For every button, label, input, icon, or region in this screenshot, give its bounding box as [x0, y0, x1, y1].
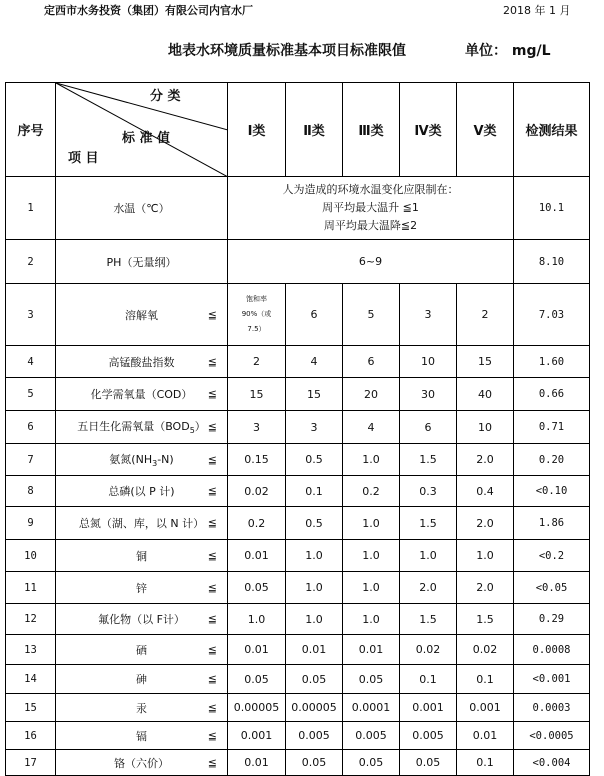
row-number: 5 [6, 378, 56, 411]
test-result: 0.66 [514, 378, 590, 411]
lte-symbol: ≦ [207, 387, 217, 401]
parameter-name-text: 硒 [136, 643, 147, 657]
parameter-name-text: 五日生化需氧量（BOD [77, 420, 190, 434]
class-4-limit: 30 [400, 378, 457, 411]
lte-symbol: ≦ [207, 701, 217, 714]
class-5-limit: 2.0 [457, 444, 514, 476]
lte-symbol: ≦ [207, 612, 217, 626]
table-row [6, 411, 590, 444]
class-5-limit: 0.02 [457, 635, 514, 665]
parameter-name [56, 694, 228, 722]
table-row [6, 444, 590, 476]
row-number: 11 [6, 572, 56, 604]
class-4-limit: 3 [400, 284, 457, 346]
class-3-limit: 1.0 [343, 507, 400, 540]
row-number: 2 [6, 240, 56, 284]
class-1-limit: 15 [228, 378, 286, 411]
merged-limit-line: 人为造成的环境水温变化应限制在： [282, 183, 459, 196]
table-row [6, 665, 590, 694]
class-2-limit: 15 [286, 378, 343, 411]
parameter-name [56, 346, 228, 378]
class-4-limit: 6 [400, 411, 457, 444]
test-result: <0.004 [514, 750, 590, 776]
class-1-limit: 0.01 [228, 635, 286, 665]
class-4-limit: 0.3 [400, 476, 457, 507]
class-2-limit: 0.005 [286, 722, 343, 750]
class-3-limit: 0.2 [343, 476, 400, 507]
merged-limit-line: 周平均最大温升 ≦1 [322, 201, 419, 214]
header-class-3: Ⅲ类 [343, 83, 400, 177]
class-4-limit: 0.005 [400, 722, 457, 750]
table-row [6, 378, 590, 411]
table-row [6, 284, 590, 346]
class-2-limit: 0.5 [286, 444, 343, 476]
header-category: 分 类 [150, 89, 181, 104]
test-result: 1.60 [514, 346, 590, 378]
class-3-limit: 4 [343, 411, 400, 444]
lte-symbol: ≦ [207, 643, 217, 656]
merged-limit-cell [228, 177, 514, 240]
lte-symbol: ≦ [207, 516, 217, 530]
table-row [6, 572, 590, 604]
parameter-subscript: 3 [152, 459, 158, 469]
class-3-limit: 20 [343, 378, 400, 411]
class-1-limit: 1.0 [228, 604, 286, 635]
class-4-limit: 1.5 [400, 604, 457, 635]
row-number: 10 [6, 540, 56, 572]
table-row [6, 346, 590, 378]
class-2-limit: 0.00005 [286, 694, 343, 722]
merged-limit-cell [228, 240, 514, 284]
class-4-limit: 1.5 [400, 507, 457, 540]
class-1-limit: 2 [228, 346, 286, 378]
parameter-name-text: PH（无量纲） [106, 255, 177, 269]
class-5-limit: 40 [457, 378, 514, 411]
class-3-limit: 5 [343, 284, 400, 346]
parameter-name-text: 氨氮(NH [109, 452, 153, 466]
test-result: 0.20 [514, 444, 590, 476]
class-1-limit [228, 284, 286, 346]
header-diagonal-cell [56, 83, 228, 177]
parameter-name [56, 284, 228, 346]
class-1-limit: 0.00005 [228, 694, 286, 722]
row-number: 15 [6, 694, 56, 722]
lte-symbol: ≦ [207, 729, 217, 742]
test-result: 7.03 [514, 284, 590, 346]
merged-limit-line: 周平均最大温降≦2 [323, 219, 418, 232]
parameter-name [56, 604, 228, 635]
parameter-name [56, 635, 228, 665]
parameter-name [56, 177, 228, 240]
header-class-4: Ⅳ类 [400, 83, 457, 177]
parameter-name [56, 507, 228, 540]
parameter-name [56, 722, 228, 750]
class-1-note-line: 7.5） [247, 325, 266, 333]
row-number: 14 [6, 665, 56, 694]
table-row [6, 507, 590, 540]
header-class-2: Ⅱ类 [286, 83, 343, 177]
class-2-limit: 0.01 [286, 635, 343, 665]
merged-limit-line: 6~9 [358, 254, 383, 268]
header-class-5: Ⅴ类 [457, 83, 514, 177]
parameter-name-text: 化学需氧量（COD） [90, 388, 193, 401]
class-2-limit: 0.05 [286, 665, 343, 694]
class-4-limit: 0.05 [400, 750, 457, 776]
row-number: 9 [6, 507, 56, 540]
class-1-limit: 0.2 [228, 507, 286, 540]
header-no: 序号 [6, 83, 56, 177]
page-title: 地表水环境质量标准基本项目标准限值 [168, 43, 406, 59]
header-result: 检测结果 [514, 83, 590, 177]
class-5-limit: 0.1 [457, 665, 514, 694]
parameter-name [56, 411, 228, 444]
row-number: 12 [6, 604, 56, 635]
class-2-limit: 0.5 [286, 507, 343, 540]
test-result: 0.0008 [514, 635, 590, 665]
class-5-limit: 10 [457, 411, 514, 444]
lte-symbol: ≦ [207, 420, 217, 434]
test-result: <0.0005 [514, 722, 590, 750]
parameter-name [56, 665, 228, 694]
class-4-limit: 0.1 [400, 665, 457, 694]
table-row [6, 635, 590, 665]
class-5-limit: 0.001 [457, 694, 514, 722]
row-number: 4 [6, 346, 56, 378]
lte-symbol: ≦ [207, 549, 217, 562]
title-row [0, 38, 604, 62]
class-5-limit: 1.5 [457, 604, 514, 635]
parameter-name [56, 750, 228, 776]
lte-symbol: ≦ [207, 672, 217, 686]
lte-symbol: ≦ [207, 355, 217, 368]
class-1-limit: 0.01 [228, 540, 286, 572]
unit-label: 单位： mg/L [465, 43, 551, 59]
parameter-name-text: 水温（℃） [113, 202, 170, 215]
header-item: 项 目 [68, 151, 99, 166]
class-1-limit: 0.001 [228, 722, 286, 750]
class-3-limit: 0.01 [343, 635, 400, 665]
class-5-limit: 1.0 [457, 540, 514, 572]
table-row [6, 604, 590, 635]
parameter-name-text: 总氮（湖、库，以 N 计） [78, 517, 205, 530]
parameter-name-text: 溶解氧 [125, 308, 158, 322]
header-standard-value: 标 准 值 [122, 131, 171, 146]
class-2-limit: 3 [286, 411, 343, 444]
row-number: 8 [6, 476, 56, 507]
parameter-name-text: 总磷(以 P 计) [108, 485, 175, 498]
test-result: <0.10 [514, 476, 590, 507]
class-3-limit: 1.0 [343, 604, 400, 635]
class-3-limit: 0.05 [343, 665, 400, 694]
class-4-limit: 1.5 [400, 444, 457, 476]
test-result: 0.29 [514, 604, 590, 635]
table-row [6, 750, 590, 776]
row-number: 3 [6, 284, 56, 346]
parameter-name-text: 砷 [136, 673, 147, 686]
test-result: 0.0003 [514, 694, 590, 722]
table-row [6, 177, 590, 240]
table-row [6, 476, 590, 507]
row-number: 6 [6, 411, 56, 444]
test-result: 1.86 [514, 507, 590, 540]
class-4-limit: 10 [400, 346, 457, 378]
test-result: 8.10 [514, 240, 590, 284]
class-1-limit: 0.01 [228, 750, 286, 776]
class-2-limit: 0.05 [286, 750, 343, 776]
class-5-limit: 15 [457, 346, 514, 378]
parameter-name-text: 氟化物（以 F计） [98, 613, 185, 626]
class-3-limit: 0.005 [343, 722, 400, 750]
class-2-limit: 1.0 [286, 540, 343, 572]
parameter-name [56, 540, 228, 572]
class-4-limit: 1.0 [400, 540, 457, 572]
parameter-name [56, 572, 228, 604]
test-result: <0.001 [514, 665, 590, 694]
report-header [0, 0, 604, 18]
row-number: 17 [6, 750, 56, 776]
class-1-limit: 0.15 [228, 444, 286, 476]
parameter-name [56, 240, 228, 284]
class-1-limit: 0.05 [228, 572, 286, 604]
parameter-name-text: 高锰酸盐指数 [108, 355, 175, 369]
class-3-limit: 1.0 [343, 572, 400, 604]
class-1-note-line: 饱和率 [246, 295, 267, 303]
company-name: 定西市水务投资（集团）有限公司内官水厂 [44, 4, 253, 17]
class-1-note-line: 90%（或 [241, 310, 272, 318]
parameter-name-suffix: -N) [157, 452, 174, 466]
table-row [6, 240, 590, 284]
parameter-name-text: 锌 [136, 581, 147, 595]
lte-symbol: ≦ [207, 308, 217, 321]
class-5-limit: 0.01 [457, 722, 514, 750]
parameter-name [56, 444, 228, 476]
parameter-name-text: 汞 [136, 701, 147, 715]
parameter-name-text: 铜 [136, 549, 147, 563]
standards-table [5, 82, 590, 776]
class-2-limit: 0.1 [286, 476, 343, 507]
test-result: 10.1 [514, 177, 590, 240]
class-2-limit: 6 [286, 284, 343, 346]
parameter-name-text: 铬（六价） [114, 756, 169, 770]
class-5-limit: 2.0 [457, 572, 514, 604]
test-result: <0.05 [514, 572, 590, 604]
lte-symbol: ≦ [207, 756, 217, 769]
table-header-row [6, 83, 590, 177]
lte-symbol: ≦ [207, 484, 217, 498]
class-1-limit: 3 [228, 411, 286, 444]
class-4-limit: 0.001 [400, 694, 457, 722]
class-5-limit: 2.0 [457, 507, 514, 540]
row-number: 7 [6, 444, 56, 476]
row-number: 13 [6, 635, 56, 665]
class-3-limit: 1.0 [343, 540, 400, 572]
class-2-limit: 1.0 [286, 572, 343, 604]
class-4-limit: 0.02 [400, 635, 457, 665]
class-1-limit: 0.02 [228, 476, 286, 507]
test-result: <0.2 [514, 540, 590, 572]
class-2-limit: 1.0 [286, 604, 343, 635]
test-result: 0.71 [514, 411, 590, 444]
lte-symbol: ≦ [207, 581, 217, 594]
parameter-name-text: 镉 [136, 729, 147, 743]
class-3-limit: 1.0 [343, 444, 400, 476]
row-number: 1 [6, 177, 56, 240]
lte-symbol: ≦ [207, 453, 217, 466]
header-class-1: Ⅰ类 [228, 83, 286, 177]
class-4-limit: 2.0 [400, 572, 457, 604]
table-row [6, 694, 590, 722]
parameter-subscript: 5 [189, 426, 195, 436]
class-5-limit: 2 [457, 284, 514, 346]
parameter-name [56, 476, 228, 507]
table-row [6, 722, 590, 750]
row-number: 16 [6, 722, 56, 750]
class-3-limit: 0.0001 [343, 694, 400, 722]
table-row [6, 540, 590, 572]
class-3-limit: 6 [343, 346, 400, 378]
report-date: 2018 年 1 月 [503, 4, 571, 17]
class-3-limit: 0.05 [343, 750, 400, 776]
class-5-limit: 0.1 [457, 750, 514, 776]
class-1-limit: 0.05 [228, 665, 286, 694]
parameter-name-suffix: ） [194, 420, 206, 434]
class-5-limit: 0.4 [457, 476, 514, 507]
class-2-limit: 4 [286, 346, 343, 378]
parameter-name [56, 378, 228, 411]
